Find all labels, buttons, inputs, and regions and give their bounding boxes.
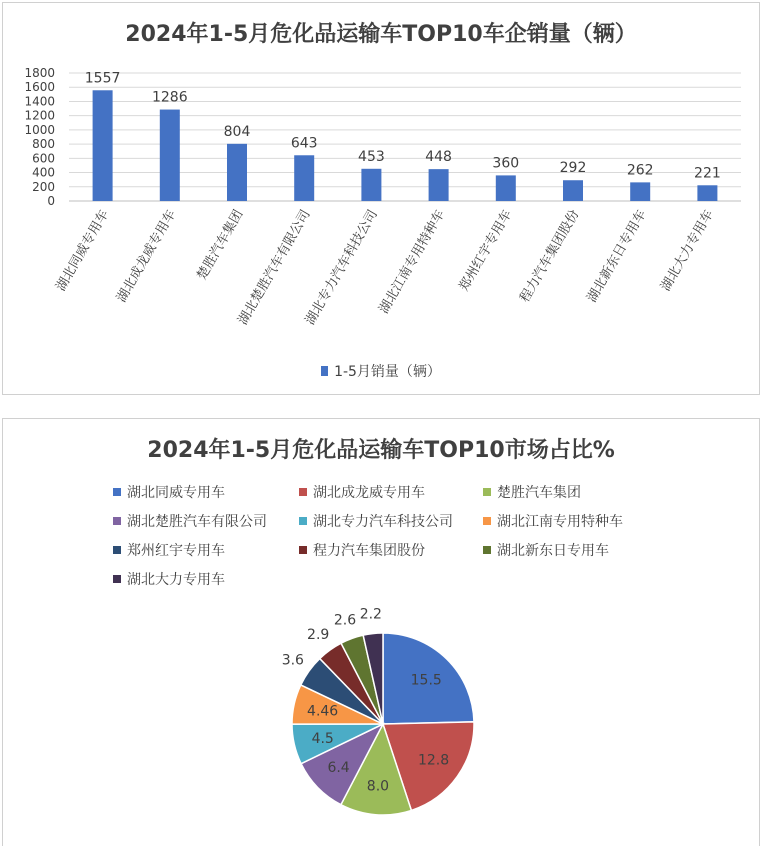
y-tick-label: 400 (32, 165, 55, 180)
bar (630, 182, 650, 201)
legend-label: 湖北大力专用车 (127, 572, 225, 588)
y-tick-label: 800 (32, 137, 55, 152)
pie-data-label: 12.8 (417, 752, 450, 769)
bar-data-label: 448 (425, 149, 452, 166)
bar-data-label: 292 (559, 160, 587, 177)
bar (429, 169, 449, 201)
y-tick-label: 1200 (24, 108, 55, 123)
pie-data-label: 4.5 (311, 730, 334, 747)
pie-data-label: 2.9 (307, 626, 330, 643)
legend-item-sales (321, 361, 441, 381)
bar-data-label: 643 (290, 135, 318, 152)
bar-data-label: 1557 (84, 70, 121, 87)
bar-chart-legend (3, 361, 759, 381)
legend-label: 1-5月销量（辆） (334, 364, 441, 380)
bar-data-label: 453 (358, 148, 385, 165)
legend-label: 郑州红宇专用车 (127, 543, 225, 559)
x-tick-label: 程力汽车集团股份 (517, 207, 583, 306)
pie-data-label: 15.5 (410, 672, 442, 689)
x-tick-label: 郑州红宇专用车 (456, 207, 516, 294)
bar (160, 110, 180, 201)
bar-data-label: 221 (694, 165, 721, 182)
x-tick-label: 湖北大力专用车 (658, 207, 717, 294)
bar-data-label: 804 (223, 123, 251, 140)
x-tick-label: 湖北成龙威专用车 (114, 207, 180, 306)
legend-label: 湖北楚胜汽车有限公司 (127, 514, 267, 530)
bar (496, 175, 516, 201)
pie-data-label: 8.0 (366, 778, 390, 795)
pie-data-label: 4.46 (307, 703, 339, 720)
bar (93, 90, 113, 201)
x-tick-label: 湖北楚胜汽车有限公司 (235, 207, 314, 328)
bar-data-label: 360 (492, 155, 520, 172)
y-tick-label: 200 (32, 179, 55, 194)
legend-label: 湖北成龙威专用车 (313, 485, 425, 501)
y-tick-label: 600 (32, 151, 55, 166)
pie-data-label: 6.4 (327, 760, 350, 777)
legend-label: 湖北同威专用车 (127, 485, 225, 501)
bar-data-label: 1286 (151, 89, 188, 106)
legend-label: 程力汽车集团股份 (313, 543, 425, 559)
y-tick-label: 0 (47, 194, 55, 208)
bar-chart-panel (2, 2, 760, 395)
bar-chart-title: 2024年1-5月危化品运输车TOP10车企销量（辆） (125, 22, 637, 47)
bar (227, 144, 247, 201)
bar (361, 169, 381, 201)
bar-chart-plot (3, 3, 759, 394)
legend-swatch (321, 366, 328, 376)
pie-chart-title: 2024年1-5月危化品运输车TOP10市场占比% (147, 438, 615, 463)
x-tick-label: 湖北专力汽车科技公司 (302, 207, 381, 328)
y-tick-label: 1400 (24, 94, 55, 109)
y-tick-label: 1600 (24, 80, 55, 95)
legend-label: 湖北专力汽车科技公司 (313, 514, 453, 530)
bar-data-label: 262 (626, 162, 654, 179)
pie-data-label: 3.6 (281, 652, 304, 669)
legend-label: 湖北新东日专用车 (497, 543, 609, 559)
y-tick-label: 1000 (24, 122, 55, 137)
x-tick-label: 湖北同威专用车 (53, 207, 113, 294)
x-tick-label: 楚胜汽车集团 (194, 207, 247, 283)
pie-chart-panel (2, 418, 760, 846)
pie-data-label: 2.6 (333, 612, 357, 629)
x-tick-label: 湖北江南专用特种车 (376, 207, 449, 317)
legend-label: 楚胜汽车集团 (497, 485, 581, 501)
pie-data-label: 2.2 (359, 606, 382, 623)
x-tick-label: 湖北新东日专用车 (584, 207, 650, 306)
bar (294, 155, 314, 201)
y-tick-label: 1800 (24, 66, 55, 80)
legend-label: 湖北江南专用特种车 (497, 514, 623, 530)
pie-chart-plot (3, 419, 759, 847)
bar (697, 185, 717, 201)
bar (563, 180, 583, 201)
